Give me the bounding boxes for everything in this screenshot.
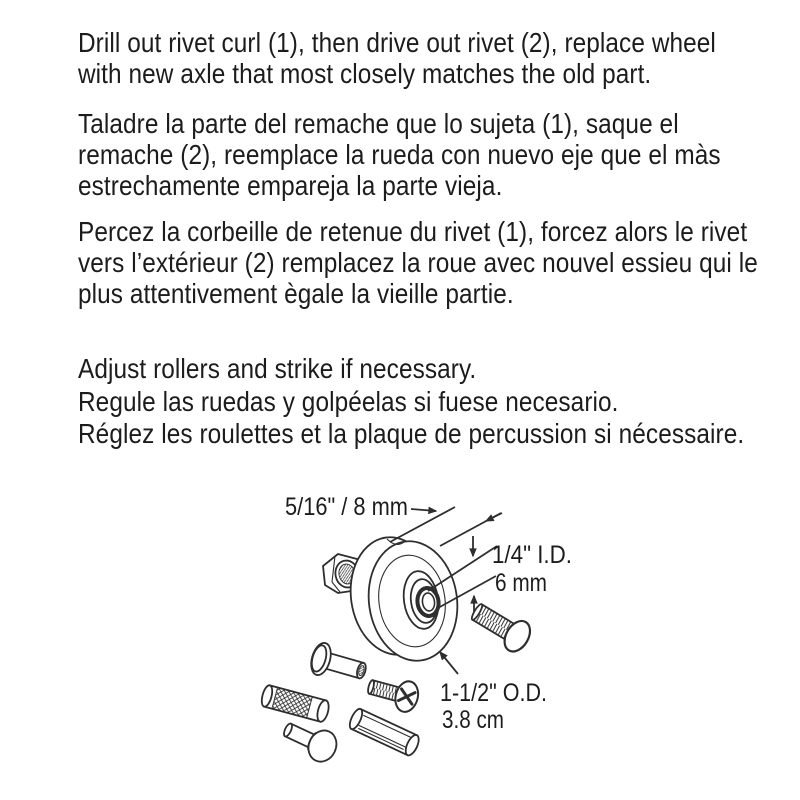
text-line: Percez la corbeille de retenue du rivet (1), forcez alors le rivet — [78, 216, 748, 247]
text-line: Drill out rivet curl (1), then drive out rivet (2), replace wheel — [78, 27, 716, 58]
inner-diameter-label-line1: 1/4" I.D. — [492, 541, 572, 569]
paragraph-french — [78, 216, 758, 309]
sleeve-rivet-part — [308, 641, 370, 688]
outer-diameter-label-line1: 1-1/2" O.D. — [440, 679, 547, 707]
phillips-screw-part — [365, 671, 422, 714]
adjust-line-spanish: Regule las ruedas y golpéelas si fuese necesario. — [78, 385, 619, 417]
adjust-line-french: Réglez les roulettes et la plaque de percussion si nécessaire. — [78, 418, 745, 449]
text-line: remache (2), reemplace la rueda con nuevo eje que el màs — [78, 139, 721, 170]
width-arrow-icon — [486, 513, 502, 521]
width-dimension-label: 5/16" / 8 mm — [285, 493, 408, 521]
text-line: estrechamente empareja la parte vieja. — [78, 170, 503, 201]
threaded-stud-part — [466, 597, 535, 656]
dome-head-rivet-part — [279, 714, 342, 766]
od-arrow-icon — [440, 652, 458, 674]
grooved-wheel-part — [343, 532, 465, 667]
outer-diameter-label-line2: 3.8 cm — [442, 706, 504, 734]
roller-assembly-diagram — [0, 480, 800, 800]
inner-diameter-label-line2: 6 mm — [495, 569, 547, 597]
axle-pin-part — [347, 707, 421, 757]
adjust-line-english: Adjust rollers and strike if necessary. — [78, 353, 477, 384]
paragraph-adjust — [78, 353, 744, 451]
paragraph-spanish — [78, 108, 721, 201]
dimension-outer-diameter — [440, 652, 547, 734]
text-line: with new axle that most closely matches the old part. — [78, 58, 652, 89]
paragraph-english — [78, 27, 716, 89]
width-arrow-icon — [411, 509, 436, 511]
text-line: plus attentivement ègale la vieille partie. — [78, 278, 514, 309]
knurled-spacer-part — [260, 684, 331, 723]
text-line: vers l’extérieur (2) remplacez la roue avec nouvel essieu qui le — [78, 247, 758, 278]
text-line: Taladre la parte del remache que lo sujeta (1), saque el — [78, 108, 679, 139]
